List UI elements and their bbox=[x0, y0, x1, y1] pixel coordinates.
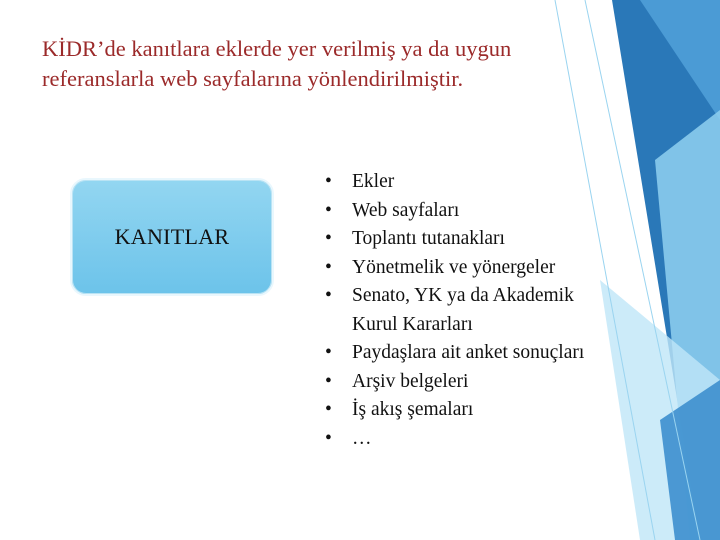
bullet-icon: • bbox=[325, 256, 332, 278]
title-line-2: referanslarla web sayfalarına yönlendirilmiştir. bbox=[42, 66, 464, 91]
list-item bbox=[325, 396, 615, 425]
evidence-box-label: KANITLAR bbox=[114, 224, 230, 249]
bullet-icon: • bbox=[325, 370, 332, 392]
list-item-text: Web sayfaları bbox=[352, 199, 460, 221]
title-line-1: KİDR’de kanıtlara eklerde yer verilmiş ya da uygun bbox=[42, 36, 512, 61]
bullet-icon: • bbox=[325, 228, 332, 249]
slide-title bbox=[42, 34, 602, 94]
list-item-text: Paydaşlara ait anket sonuçları bbox=[352, 342, 585, 363]
list-item-text: Ekler bbox=[352, 171, 395, 192]
list-item bbox=[325, 425, 615, 454]
list-item bbox=[325, 368, 615, 397]
list-item-text: Senato, YK ya da Akademik Kurul Kararları bbox=[352, 285, 574, 335]
list-item-text: Yönetmelik ve yönergeler bbox=[352, 256, 556, 278]
bullet-icon: • bbox=[325, 427, 332, 449]
list-item bbox=[325, 168, 615, 197]
list-item bbox=[325, 254, 615, 283]
bullet-icon: • bbox=[325, 285, 332, 306]
list-item-text: Toplantı tutanakları bbox=[352, 228, 505, 249]
bullet-icon: • bbox=[325, 199, 332, 221]
list-item bbox=[325, 197, 615, 226]
evidence-list bbox=[325, 168, 615, 453]
list-item-text: İş akış şemaları bbox=[352, 399, 474, 420]
bullet-icon: • bbox=[325, 342, 332, 363]
evidence-box bbox=[70, 178, 274, 296]
list-item bbox=[325, 339, 615, 368]
list-item-text: Arşiv belgeleri bbox=[352, 370, 469, 392]
list-item-text: … bbox=[352, 427, 372, 449]
list-item bbox=[325, 282, 615, 339]
bullet-icon: • bbox=[325, 171, 332, 192]
list-item bbox=[325, 225, 615, 254]
bullet-icon: • bbox=[325, 399, 332, 420]
